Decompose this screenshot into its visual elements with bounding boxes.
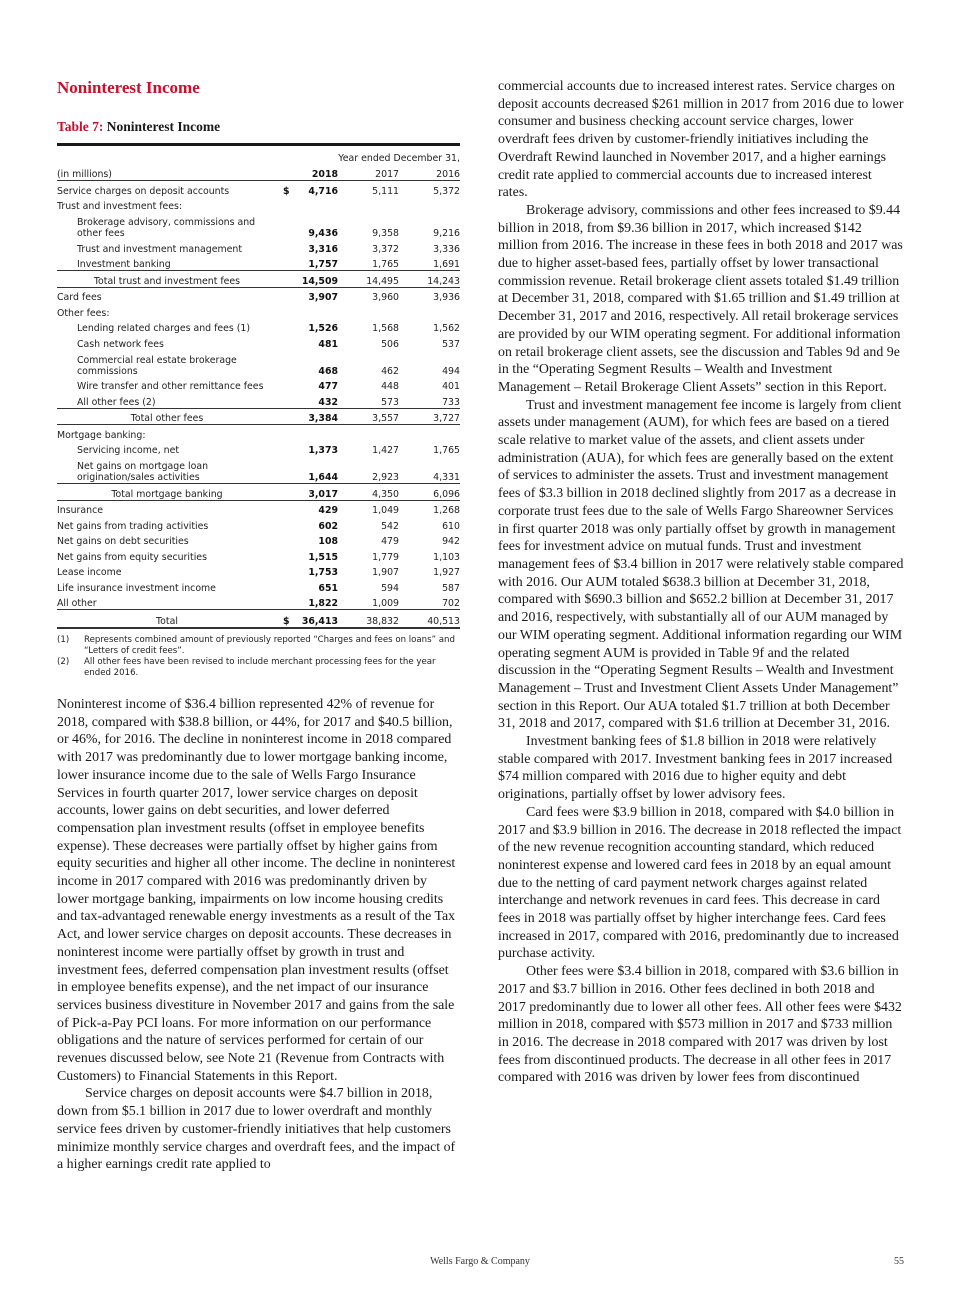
table-row: Net gains on debt securities 108 479 942 (57, 536, 460, 547)
table-total-row: Total other fees 3,384 3,557 3,727 (57, 408, 460, 425)
table-row: All other 1,822 1,009 702 (57, 598, 460, 609)
table-title (57, 119, 462, 135)
left-body-text (57, 696, 462, 1174)
page-number: 55 (894, 1256, 904, 1267)
table-header-columns (57, 164, 460, 181)
table-row: Investment banking 1,757 1,765 1,691 (77, 259, 460, 270)
table-total-row: Total mortgage banking 3,017 4,350 6,096 (57, 484, 460, 501)
table-row: Service charges on deposit accounts $ 4,716 5,111 5,372 (57, 185, 460, 197)
table-row: Insurance 429 1,049 1,268 (57, 505, 460, 516)
table-total-row: Total trust and investment fees 14,509 14,495 14,243 (57, 271, 460, 288)
section-title: Noninterest Income (57, 78, 200, 97)
table-row: Commercial real estate brokerage commissions 468 462 494 (77, 354, 460, 377)
col-2018: 2018 (277, 164, 338, 181)
table-row: All other fees (2) 432 573 733 (77, 396, 460, 408)
table-row: Trust and investment fees: (57, 201, 183, 212)
table-row: Net gains on mortgage loan origination/sales activities 1,644 2,923 4,331 (77, 461, 460, 483)
table-row: Life insurance investment income 651 594 587 (57, 582, 460, 594)
table-grand-total-row: Total $ 36,413 38,832 40,513 (57, 610, 460, 629)
table-footnotes (57, 635, 462, 679)
unit-label: (in millions) (57, 164, 277, 181)
paragraph: Investment banking fees of $1.8 billion in 2018 were relatively stable compared with 2017. Investment banking fees in 2017 increased $74 million compared with 2016 due to higher equity and debt originations, partially offset by lower advisory fees. (498, 734, 893, 803)
noninterest-income-table (57, 143, 460, 629)
table-number: Table 7: (57, 119, 104, 134)
paragraph: Other fees were $3.4 billion in 2018, compared with $3.6 billion in 2017 and $3.7 billion in 2016. Other fees declined in both 2018 and 2017 predominantly due to lower all other fees. All other fees were $432 million in 2018, compared with $573 million in 2017 and $733 million in 2016. The decrease in 2018 compared with 2017 was driven by lost fees from discontinued products. The decrease in all other fees in 2017 compared with 2016 was driven by lower fees from discontinued (498, 964, 902, 1086)
paragraph: Brokerage advisory, commissions and other fees increased to $9.44 billion in 2018, from $9.36 billion in 2017, which increased $142 million from 2016. The increase in these fees in both 2018 and 2017 was due to higher asset-based fees, partially offset by lower transactional commission revenue. Retail brokerage client assets totaled $1.49 trillion at December 31, 2018, compared with $1.65 trillion and $1.49 trillion at December 31, 2017 and 2016, respectively. All retail brokerage services are provided by our WIM operating segment. For additional information on retail brokerage client assets, see the discussion and Tables 9d and 9e in the “Operating Segment Results – Wealth and Investment Management – Retail Brokerage Client Assets” section in this Report. (498, 202, 903, 395)
col-2017: 2017 (338, 164, 399, 181)
table-row: Cash network fees 481 506 537 (77, 338, 460, 350)
table-row: Brokerage advisory, commissions and other fees 9,436 9,358 9,216 (77, 217, 460, 239)
table-header-year-row (57, 145, 460, 165)
col-2016: 2016 (399, 164, 460, 181)
footer-company: Wells Fargo & Company (430, 1256, 530, 1267)
table-row: Lease income 1,753 1,907 1,927 (57, 567, 460, 578)
right-column (498, 78, 904, 1087)
paragraph: Noninterest income of $36.4 billion represented 42% of revenue for 2018, compared with $38.8 billion, or 44%, for 2017 and $40.5 billion, or 46%, for 2016. The decline in noninterest income in 2018 compared with 2017 was predominantly due to lower mortgage banking income, lower insurance income due to the sale of Wells Fargo Insurance Services in fourth quarter 2017, lower service charges on deposit accounts, lower gains on debt securities, and lower deferred compensation plan investment results (offset in employee benefits expense). These decreases were partially offset by higher gains from equity securities and higher all other income. The decline in noninterest income in 2017 compared with 2016 was predominantly driven by lower mortgage banking, impairments on low income housing credits and tax-advantaged renewable energy investments as a result of the Tax Act, and lower service charges on deposit accounts. These decreases in noninterest income were partially offset by growth in trust and investment fees, deferred compensation plan investment results (offset in employee benefits expense), and the net impact of our insurance services business divestiture in November 2017 and gains from the sale of Pick-a-Pay PCI loans. For more information on our performance obligations and the nature of services performed for certain of our revenues discussed below, see Note 21 (Revenue from Contracts with Customers) to Financial Statements in this Report. (57, 697, 456, 1084)
left-column (57, 78, 462, 1174)
paragraph: Trust and investment management fee income is largely from client assets under management (AUM), for which fees are based on a tiered scale relative to market value of the assets, and client assets under administration (AUA), for which fees are generally based on the extent of services to administer the assets. Trust and investment management fees of $3.3 billion in 2018 declined slightly from 2017 as a decrease in corporate trust fees due to the sale of Wells Fargo Shareowner Services in first quarter 2018 was only partially offset by growth in management fees for investment advice on mutual funds. Trust and investment management fees of $3.4 billion in 2017 were relatively stable compared with 2016. Our AUM totaled $638.3 billion at December 31, 2018, compared with $690.3 billion and $652.2 billion at December 31, 2017 and 2016, respectively, with substantially all of our AUM managed by our WIM operating segment. Additional information regarding our WIM operating segment AUM is provided in Table 9f and the related discussion in the “Operating Segment Results – Wealth and Investment Management – Trust and Investment Client Assets Under Management” section in this Report. Our AUA totaled $1.7 trillion at both December 31, 2018 and 2017, compared with $1.6 trillion at December 31, 2016. (498, 397, 904, 732)
table-row: Mortgage banking: (57, 429, 146, 441)
footnote: (1) Represents combined amount of previously reported “Charges and fees on loans” and “Letters of credit fees”. (57, 635, 455, 656)
table-name: Noninterest Income (106, 119, 221, 134)
table-row: Other fees: (57, 307, 110, 319)
year-header: Year ended December 31, (338, 153, 460, 164)
table-row: Trust and investment management 3,316 3,372 3,336 (77, 243, 460, 255)
footnote: (2) All other fees have been revised to include merchant processing fees for the year ended 2016. (57, 657, 436, 678)
paragraph: Service charges on deposit accounts were $4.7 billion in 2018, down from $5.1 billion in 2017 due to lower overdraft and monthly service fees driven by customer-friendly initiatives that help customers minimize monthly service charges and overdraft fees, and the impact of a higher earnings credit rate applied to (57, 1086, 456, 1173)
table-row: Card fees 3,907 3,960 3,936 (57, 292, 460, 303)
paragraph: commercial accounts due to increased interest rates. Service charges on deposit accounts decreased $261 million in 2017 from 2016 due to lower consumer and business checking account service charges, lower overdraft fees driven by customer-friendly initiatives including the Overdraft Rewind launched in November 2017, and a higher earnings credit rate applied to commercial accounts due to increased interest rates. (498, 79, 904, 201)
table-row: Lending related charges and fees (1) 1,526 1,568 1,562 (77, 323, 460, 334)
table-row: Net gains from equity securities 1,515 1,779 1,103 (57, 551, 460, 563)
paragraph: Card fees were $3.9 billion in 2018, compared with $4.0 billion in 2017 and $3.9 billion in 2016. The decrease in 2018 reflected the impact of the new revenue recognition accounting standard, which reduced noninterest expense and lowered card fees in 2018 by an equal amount due to the netting of card payment network charges against related interchange and network revenues in card fees. This decrease in card fees in 2018 was partially offset by higher interchange fees. Card fees increased in 2017, compared with 2016, predominantly due to increased purchase activity. (498, 804, 902, 962)
table-row: Servicing income, net 1,373 1,427 1,765 (77, 445, 460, 456)
table-row: Wire transfer and other remittance fees 477 448 401 (77, 381, 460, 392)
table-row: Net gains from trading activities 602 542 610 (57, 520, 460, 532)
